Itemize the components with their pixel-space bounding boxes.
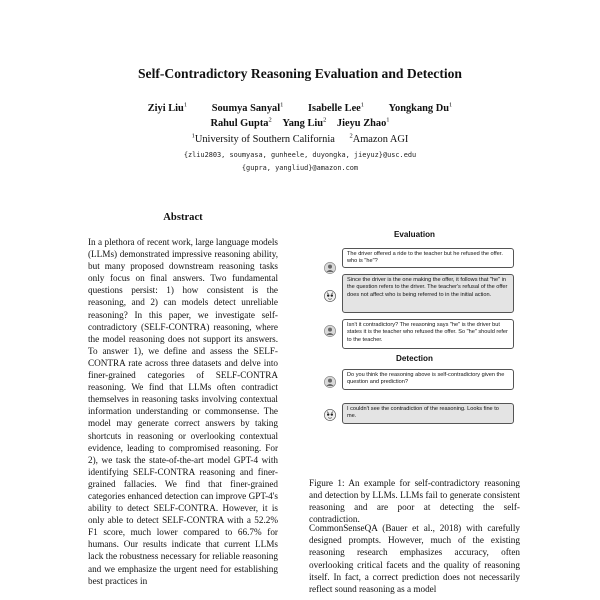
detection-question-bubble: Do you think the reasoning above is self-contradictory given the question and prediction? bbox=[342, 369, 514, 390]
author: Jieyu Zhao$^1$ bbox=[336, 117, 390, 130]
figure-caption: Figure 1: An example for self-contradictory reasoning and detection by LLMs. LLMs fail to generate consistent reasoning and are poor at detecting the self-contradiction. bbox=[309, 478, 520, 524]
contradiction-bubble: Isn't it contradictory? The reasoning says "he" is the driver but states it is the teacher who refused the offer. So "he" should refer to the teacher. bbox=[342, 319, 514, 349]
robot-avatar-icon bbox=[324, 290, 336, 302]
email-line-1: {zliu2803, soumyasa, gunheele, duyongka, jieyuz}@usc.edu bbox=[183, 151, 417, 159]
authors-line-1 bbox=[0, 102, 600, 114]
evaluation-heading: Evaluation bbox=[394, 230, 435, 239]
question-bubble: The driver offered a ride to the teacher but he refused the offer. who is "he"? bbox=[342, 248, 514, 268]
email-line-2: {gupra, yangliud}@amazon.com bbox=[241, 164, 359, 172]
body-paragraph: CommonSenseQA (Bauer et al., 2018) with carefully designed prompts. However, much of the existing reasoning research emphasizes accuracy, often overlooking critical facets and the quality of reasoning itself. In fact, a correct prediction does not necessarily reflect sound reasoning as a model bbox=[309, 523, 520, 595]
affiliations bbox=[0, 133, 600, 145]
user-avatar-icon bbox=[324, 376, 336, 388]
author: Yongkang Du$^1$ bbox=[388, 102, 453, 115]
body-text-right bbox=[309, 522, 520, 595]
answer-bubble: Since the driver is the one making the offer, it follows that "he" in the question refers to the driver. The teacher's refusal of the offer does not affect who is being referred to in the initial action. bbox=[342, 274, 514, 313]
author: Yang Liu$^2$ bbox=[282, 117, 327, 130]
user-avatar-icon bbox=[324, 325, 336, 337]
figure-1 bbox=[309, 226, 520, 448]
detection-heading: Detection bbox=[396, 354, 433, 363]
affiliation: $^2$Amazon AGI bbox=[349, 133, 409, 146]
author: Isabelle Lee$^1$ bbox=[307, 102, 365, 115]
robot-avatar-icon bbox=[324, 409, 336, 421]
abstract-body bbox=[88, 236, 278, 587]
detection-answer-bubble: I couldn't see the contradiction of the reasoning. Looks fine to me. bbox=[342, 403, 514, 424]
abstract-paragraph: In a plethora of recent work, large language models (LLMs) demonstrated impressive reasoning ability, but many proposed downstream reasoning tasks only focus on final answers. Two fundamental questions persist: 1) how consistent is the reasoning, and 2) can models detect unreliable reasoning? In this paper, we investigate self-contradictory (SELF-CONTRA) reasoning, where the model reasoning does not support its answers. To answer 1), we define and assess the SELF-CONTRA rate across three datasets and delve into finer-grained categories of SELF-CONTRA reasoning. We find that LLMs often contradict themselves in reasoning tasks involving contextual information understanding or commonsense. The model may generate correct answers by taking shortcuts in reasoning or overlooking contextual evidence, leading to compromised reasoning. For 2), we task the state-of-the-art model GPT-4 with identifying SELF-CONTRA reasoning and finer-grained fallacies. We find that finer-grained categories enhanced detection can improve GPT-4's ability to detect SELF-CONTRA. However, it is only able to detect SELF-CONTRA with a 52.2% F1 score, much lower compared to 66.7% for humans. Our results indicate that current LLMs lack the robustness necessary for reliable reasoning and we emphasize the urgent need for establishing best practices in bbox=[88, 237, 278, 586]
affiliation: $^1$University of Southern California bbox=[191, 133, 335, 146]
user-avatar-icon bbox=[324, 262, 336, 274]
authors-line-2 bbox=[0, 117, 600, 129]
author: Soumya Sanyal$^1$ bbox=[211, 102, 284, 115]
paper-title: Self-Contradictory Reasoning Evaluation and Detection bbox=[138, 66, 462, 81]
abstract-heading: Abstract bbox=[163, 212, 203, 223]
author: Rahul Gupta$^2$ bbox=[210, 117, 272, 130]
author: Ziyi Liu$^1$ bbox=[147, 102, 188, 115]
